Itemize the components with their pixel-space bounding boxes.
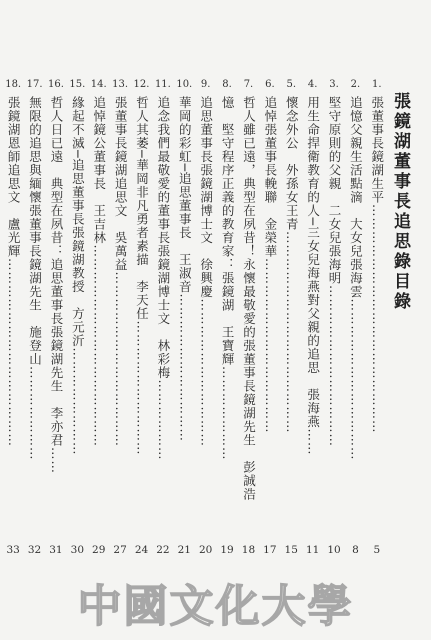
- toc-entry-title: 追念我們最敬愛的董事長張鏡湖博士文 林彩梅………………: [155, 96, 171, 461]
- toc-entry-title: 哲人日已遠 典型在夙昔：追思董事長張鏡湖先生 李亦君……: [48, 96, 64, 474]
- toc-entry-page: 33: [6, 544, 20, 556]
- toc-entry-number: 13.: [112, 79, 129, 90]
- toc-entry-title: 張董事長鏡湖追思文 吳萬益…………………………………: [113, 96, 129, 447]
- university-watermark: 中國文化大學: [77, 581, 354, 632]
- toc-entry-page: 32: [27, 544, 42, 556]
- toc-entry-title: 懷念外公 外孫女王青………………………………………: [284, 96, 300, 434]
- toc-entry-number: 17.: [26, 79, 43, 90]
- toc-entry-number: 5.: [286, 79, 297, 90]
- toc-entry: [260, 78, 280, 558]
- toc-entry-title: 張鏡湖恩師追思文 盧光輝……………………………………: [6, 96, 22, 447]
- toc-entry-page: 24: [134, 544, 149, 556]
- toc-entry-page: 10: [327, 544, 341, 556]
- toc-entry: [67, 78, 87, 558]
- toc-entry: [3, 78, 23, 558]
- toc-entry-number: 12.: [133, 79, 150, 90]
- toc-entry: [238, 78, 258, 558]
- toc-entry-page: 29: [92, 544, 106, 556]
- toc-entry-page: 19: [220, 544, 234, 556]
- toc-entry-page: 30: [70, 544, 85, 556]
- toc-entry-title: 用生命捍衛教育的人─三女兒海燕對父親的追思 張海燕……: [305, 96, 321, 456]
- toc-entry-number: 16.: [47, 79, 64, 90]
- toc-entry-page: 15: [284, 544, 298, 556]
- toc-entry-number: 11.: [154, 79, 171, 90]
- toc-entry-title: 追憶父親生活點滴 大女兒張海雲………………………………: [348, 96, 364, 461]
- toc-entry-page: 22: [156, 544, 170, 556]
- toc-entry-page: 11: [305, 544, 320, 556]
- toc-entry-title: 追思董事長張鏡湖博士文 徐興慶……………………………: [198, 96, 214, 447]
- toc-entry-title: 哲人雖已遠，典型在夙昔！永懷最敬愛的張董事長鏡湖先生 彭誠浩: [241, 96, 257, 501]
- toc-entry-title: 堅守原則的父親 二女兒張海明………………………………: [327, 96, 343, 447]
- toc-entry: [345, 78, 365, 558]
- toc-entry: [217, 78, 237, 558]
- toc-entry-number: 9.: [200, 79, 211, 90]
- toc-entry-page: 20: [198, 544, 213, 556]
- page-title: 張鏡湖董事長追思錄目錄: [390, 92, 410, 312]
- toc-entry: [131, 78, 151, 558]
- toc-entry-title: 無限的追思與緬懷張董事長鏡湖先生 施登山…………………: [27, 96, 43, 461]
- toc-entry-title: 哲人其萎─華岡非凡勇者素描 李天任…………………………: [134, 96, 150, 456]
- toc-entry-title: 憶 堅守程序正義的教育家：張鏡湖 王寶輝…………………: [220, 96, 236, 461]
- toc-entry-page: 18: [241, 544, 256, 556]
- toc-entry-page: 21: [177, 544, 191, 556]
- toc-entry-page: 5: [373, 544, 381, 556]
- toc-entry-title: 緣起不滅─追思董事長張鏡湖教授 方元沂……………………: [70, 96, 86, 456]
- toc-entry: [324, 78, 344, 558]
- toc-entry-number: 4.: [307, 79, 318, 90]
- toc-entry-number: 14.: [90, 79, 107, 90]
- toc-entry: [174, 78, 194, 558]
- toc-entry-title: 華岡的彩虹─追思董事長 王淑音……………………………: [177, 96, 193, 443]
- toc-entry-title: 追悼鏡公董事長 王吉林………………………………………: [91, 96, 107, 447]
- toc-entry-number: 6.: [265, 79, 275, 90]
- toc-entry-title: 張董事長鏡湖生平……………………………………………: [369, 96, 385, 434]
- toc-entry: [367, 78, 387, 558]
- toc-entry: [302, 78, 322, 558]
- toc-entry-page: 8: [352, 544, 359, 556]
- toc-entry: [89, 78, 109, 558]
- toc-entry-number: 15.: [69, 79, 86, 90]
- toc-entry-page: 27: [113, 544, 127, 556]
- toc-list: [3, 78, 387, 558]
- toc-entry-page: 31: [49, 544, 63, 556]
- toc-entry-page: 17: [263, 544, 277, 556]
- toc-entry-number: 2.: [350, 79, 361, 90]
- toc-entry: [110, 78, 130, 558]
- toc-entry-number: 1.: [372, 79, 382, 90]
- toc-entry: [153, 78, 173, 558]
- toc-entry-title: 追悼張董事長輓聯 金榮華…………………………………: [262, 96, 278, 434]
- toc-entry-number: 3.: [329, 79, 339, 90]
- toc-entry-number: 8.: [222, 79, 232, 90]
- toc-entry-number: 10.: [176, 79, 193, 90]
- toc-entry-number: 7.: [243, 79, 254, 90]
- toc-entry: [195, 78, 215, 558]
- toc-entry: [281, 78, 301, 558]
- toc-entry-number: 18.: [5, 79, 22, 90]
- toc-entry: [46, 78, 66, 558]
- toc-entry: [24, 78, 44, 558]
